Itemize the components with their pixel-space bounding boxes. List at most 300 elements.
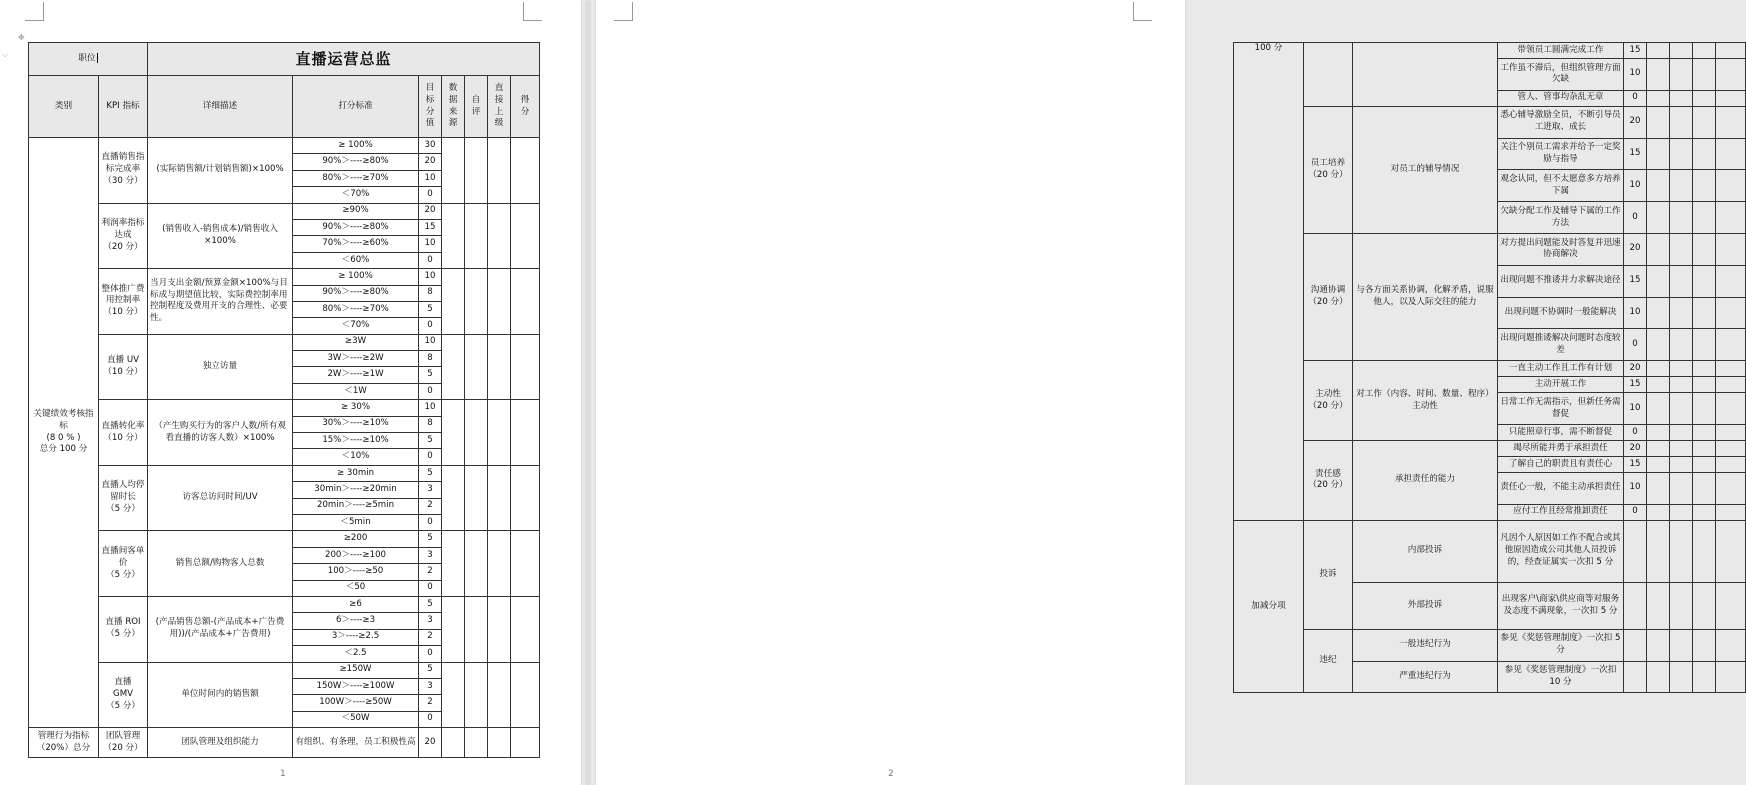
category-cell[interactable]: 管理行为指标 （20%）总分 [29,728,99,758]
scoring-standard-cell[interactable]: ＜5min [293,514,419,530]
target-score-cell[interactable]: 0 [419,187,442,203]
empty-score-cell[interactable] [1647,90,1670,106]
empty-score-cell[interactable] [1716,661,1746,693]
kpi-name-cell[interactable]: 直播 UV （10 分） [99,334,148,400]
empty-score-cell[interactable] [1647,629,1670,661]
scoring-standard-cell[interactable]: 2W＞----≥1W [293,367,419,383]
empty-score-cell[interactable] [1716,377,1746,393]
target-score-cell[interactable]: 0 [1624,329,1647,361]
empty-score-cell[interactable] [1693,377,1716,393]
category-cell[interactable]: 100 分 [1234,43,1304,521]
kpi-description-cell[interactable]: 当月支出金额/预算金额×100%与目标成与期望值比较，实际费控制率用控制程度及费用开支的合理性、必要性。 [148,269,293,335]
scoring-standard-cell[interactable]: ≥6 [293,596,419,612]
empty-score-cell[interactable] [511,531,540,597]
target-score-cell[interactable]: 8 [419,285,442,301]
target-score-cell[interactable]: 10 [419,334,442,350]
empty-score-cell[interactable] [1647,202,1670,234]
target-score-cell[interactable]: 0 [419,514,442,530]
kpi-description-cell[interactable]: 销售总额/购物客人总数 [148,531,293,597]
target-score-cell[interactable]: 3 [419,482,442,498]
empty-score-cell[interactable] [1670,504,1693,520]
scoring-standard-cell[interactable]: 工作虽不滞后，但组织管理方面欠缺 [1498,59,1624,91]
empty-score-cell[interactable] [465,465,488,531]
scoring-standard-cell[interactable]: ≥ 100% [293,138,419,154]
empty-score-cell[interactable] [511,203,540,269]
target-score-cell[interactable]: 3 [419,613,442,629]
empty-score-cell[interactable] [1670,361,1693,377]
scoring-standard-cell[interactable]: 观念认同，但不太愿意多方培养下属 [1498,170,1624,202]
scoring-standard-cell[interactable]: ≥200 [293,531,419,547]
column-header[interactable]: KPI 指标 [99,76,148,138]
kpi-description-cell[interactable]: 独立访量 [148,334,293,400]
empty-score-cell[interactable] [465,138,488,204]
empty-score-cell[interactable] [1693,629,1716,661]
empty-score-cell[interactable] [1647,440,1670,456]
kpi-name-cell[interactable] [1304,43,1353,107]
scoring-standard-cell[interactable]: ≥ 100% [293,269,419,285]
scoring-standard-cell[interactable]: 出现问题推诿解决问题时态度较差 [1498,329,1624,361]
target-score-cell[interactable]: 0 [1624,90,1647,106]
kpi-name-cell[interactable]: 员工培养 （20 分） [1304,106,1353,233]
empty-score-cell[interactable] [1716,106,1746,138]
column-header[interactable]: 数 据 来 源 [442,76,465,138]
empty-score-cell[interactable] [1693,90,1716,106]
target-score-cell[interactable]: 0 [419,580,442,596]
empty-score-cell[interactable] [1670,472,1693,504]
table-move-handle[interactable]: ✥ [18,33,25,42]
empty-score-cell[interactable] [1670,393,1693,425]
scoring-standard-cell[interactable]: 30min＞----≥20min [293,482,419,498]
empty-score-cell[interactable] [1647,43,1670,59]
scoring-standard-cell[interactable]: 关注个别员工需求并给予一定奖励与指导 [1498,138,1624,170]
empty-score-cell[interactable] [1693,202,1716,234]
scoring-standard-cell[interactable]: 了解自己的职责且有责任心 [1498,456,1624,472]
scoring-standard-cell[interactable]: ≥ 30% [293,400,419,416]
scoring-standard-cell[interactable]: 只能照章行事，需不断督促 [1498,424,1624,440]
target-score-cell[interactable]: 0 [419,318,442,334]
empty-score-cell[interactable] [1670,90,1693,106]
target-score-cell[interactable]: 0 [419,383,442,399]
kpi-description-cell[interactable]: (销售收入-销售成本)/销售收入×100% [148,203,293,269]
empty-score-cell[interactable] [1670,440,1693,456]
empty-score-cell[interactable] [1647,520,1670,582]
target-score-cell[interactable]: 2 [419,695,442,711]
scoring-standard-cell[interactable]: 出现问题不协调时一般能解决 [1498,297,1624,329]
target-score-cell[interactable]: 10 [1624,170,1647,202]
kpi-name-cell[interactable]: 直播间客单价 （5 分） [99,531,148,597]
target-score-cell[interactable]: 20 [419,203,442,219]
empty-score-cell[interactable] [488,662,511,728]
target-score-cell[interactable]: 8 [419,416,442,432]
empty-score-cell[interactable] [1716,504,1746,520]
kpi-description-cell[interactable]: 对员工的辅导情况 [1353,106,1498,233]
kpi-name-cell[interactable]: 直播转化率 （10 分） [99,400,148,466]
scoring-standard-cell[interactable]: 6＞----≥3 [293,613,419,629]
scoring-standard-cell[interactable]: 对方提出问题能及时答复并迅速协商解决 [1498,233,1624,265]
empty-score-cell[interactable] [1647,170,1670,202]
empty-score-cell[interactable] [465,334,488,400]
scoring-standard-cell[interactable]: 100＞----≥50 [293,564,419,580]
empty-score-cell[interactable] [1647,456,1670,472]
empty-score-cell[interactable] [1693,440,1716,456]
scoring-standard-cell[interactable]: ≥90% [293,203,419,219]
empty-score-cell[interactable] [1670,202,1693,234]
empty-score-cell[interactable] [1693,393,1716,425]
empty-score-cell[interactable] [1693,361,1716,377]
empty-score-cell[interactable] [1716,393,1746,425]
empty-score-cell[interactable] [442,203,465,269]
empty-score-cell[interactable] [1716,138,1746,170]
empty-score-cell[interactable] [1647,361,1670,377]
target-score-cell[interactable]: 3 [419,547,442,563]
target-score-cell[interactable]: 0 [419,252,442,268]
target-score-cell[interactable]: 20 [1624,233,1647,265]
empty-score-cell[interactable] [1716,170,1746,202]
scoring-standard-cell[interactable]: ≥150W [293,662,419,678]
empty-score-cell[interactable] [511,334,540,400]
scoring-standard-cell[interactable]: 应付工作且经常推卸责任 [1498,504,1624,520]
target-score-cell[interactable]: 2 [419,629,442,645]
empty-score-cell[interactable] [488,596,511,662]
kpi-description-cell[interactable]: 严重违纪行为 [1353,661,1498,693]
kpi-description-cell[interactable]: 承担责任的能力 [1353,440,1498,520]
scoring-standard-cell[interactable]: 参见《奖惩管理制度》一次扣 5 分 [1498,629,1624,661]
kpi-description-cell[interactable]: 对工作（内容、时间、数量、程序）主动性 [1353,361,1498,441]
scoring-standard-cell[interactable]: 主动开展工作 [1498,377,1624,393]
empty-score-cell[interactable] [1647,377,1670,393]
page-divider[interactable] [585,0,591,785]
kpi-name-cell[interactable]: 直播 ROI （5 分） [99,596,148,662]
empty-score-cell[interactable] [1647,472,1670,504]
empty-score-cell[interactable] [1624,629,1647,661]
empty-score-cell[interactable] [1670,233,1693,265]
empty-score-cell[interactable] [1693,170,1716,202]
chevron-down-icon[interactable]: ⌵ [2,50,9,59]
empty-score-cell[interactable] [1716,440,1746,456]
empty-score-cell[interactable] [442,465,465,531]
empty-score-cell[interactable] [511,269,540,335]
empty-score-cell[interactable] [1647,297,1670,329]
empty-score-cell[interactable] [1647,59,1670,91]
empty-score-cell[interactable] [1670,329,1693,361]
scoring-standard-cell[interactable]: 15%＞----≥10% [293,433,419,449]
column-header[interactable]: 详细描述 [148,76,293,138]
empty-score-cell[interactable] [488,269,511,335]
empty-score-cell[interactable] [488,728,511,758]
scoring-standard-cell[interactable]: ＜70% [293,318,419,334]
scoring-standard-cell[interactable]: ≥ 30min [293,465,419,481]
empty-score-cell[interactable] [465,662,488,728]
scoring-standard-cell[interactable]: 有组织、有条理，员工积极性高 [293,728,419,758]
empty-score-cell[interactable] [1647,106,1670,138]
scoring-standard-cell[interactable]: ＜2.5 [293,646,419,662]
kpi-name-cell[interactable]: 整体推广费用控制率 （10 分） [99,269,148,335]
target-score-cell[interactable]: 15 [419,219,442,235]
target-score-cell[interactable]: 20 [419,728,442,758]
target-score-cell[interactable]: 10 [1624,393,1647,425]
empty-score-cell[interactable] [1647,138,1670,170]
column-header[interactable]: 打分标准 [293,76,419,138]
kpi-description-cell[interactable]: 访客总访问时间/UV [148,465,293,531]
empty-score-cell[interactable] [1670,138,1693,170]
scoring-standard-cell[interactable]: 竭尽所能并勇于承担责任 [1498,440,1624,456]
kpi-name-cell[interactable]: 投诉 [1304,520,1353,629]
empty-score-cell[interactable] [1670,377,1693,393]
empty-score-cell[interactable] [1670,424,1693,440]
empty-score-cell[interactable] [1693,106,1716,138]
kpi-description-cell[interactable]: 一般违纪行为 [1353,629,1498,661]
empty-score-cell[interactable] [1670,582,1693,629]
empty-score-cell[interactable] [1693,138,1716,170]
kpi-description-cell[interactable]: 单位时间内的销售额 [148,662,293,728]
scoring-standard-cell[interactable]: 欠缺分配工作及辅导下属的工作方法 [1498,202,1624,234]
target-score-cell[interactable]: 15 [1624,138,1647,170]
empty-score-cell[interactable] [1693,472,1716,504]
empty-score-cell[interactable] [1647,504,1670,520]
target-score-cell[interactable]: 10 [419,269,442,285]
scoring-standard-cell[interactable]: 90%＞----≥80% [293,154,419,170]
kpi-description-cell[interactable]: （产生购买行为的客户人数/所有观看直播的访客人数）×100% [148,400,293,466]
empty-score-cell[interactable] [1693,504,1716,520]
column-header[interactable]: 类别 [29,76,99,138]
empty-score-cell[interactable] [1716,520,1746,582]
empty-score-cell[interactable] [488,465,511,531]
target-score-cell[interactable]: 3 [419,678,442,694]
scoring-standard-cell[interactable]: 3W＞----≥2W [293,351,419,367]
empty-score-cell[interactable] [1670,661,1693,693]
empty-score-cell[interactable] [1670,170,1693,202]
empty-score-cell[interactable] [511,728,540,758]
empty-score-cell[interactable] [1693,456,1716,472]
scoring-standard-cell[interactable]: 出现客户\商家\供应商等对服务及态度不满现象，一次扣 5 分 [1498,582,1624,629]
scoring-standard-cell[interactable]: 出现问题不推诿并力求解决途径 [1498,265,1624,297]
empty-score-cell[interactable] [1670,265,1693,297]
empty-score-cell[interactable] [442,334,465,400]
empty-score-cell[interactable] [1716,582,1746,629]
empty-score-cell[interactable] [511,138,540,204]
empty-score-cell[interactable] [1647,393,1670,425]
empty-score-cell[interactable] [465,596,488,662]
kpi-description-cell[interactable]: (产品销售总额-(产品成本+广告费用))/(产品成本+广告费用) [148,596,293,662]
empty-score-cell[interactable] [1670,629,1693,661]
empty-score-cell[interactable] [442,596,465,662]
empty-score-cell[interactable] [1647,329,1670,361]
target-score-cell[interactable]: 0 [419,449,442,465]
target-score-cell[interactable]: 5 [419,301,442,317]
empty-score-cell[interactable] [465,531,488,597]
category-cell[interactable]: 关键绩效考核指标 (8 0 % ) 总分 100 分 [29,138,99,728]
empty-score-cell[interactable] [488,334,511,400]
empty-score-cell[interactable] [1716,424,1746,440]
empty-score-cell[interactable] [1624,582,1647,629]
target-score-cell[interactable]: 10 [1624,297,1647,329]
kpi-name-cell[interactable]: 责任感 （20 分） [1304,440,1353,520]
scoring-standard-cell[interactable]: 200＞----≥100 [293,547,419,563]
empty-score-cell[interactable] [1716,59,1746,91]
scoring-standard-cell[interactable]: 70%＞----≥60% [293,236,419,252]
scoring-standard-cell[interactable]: 3＞----≥2.5 [293,629,419,645]
scoring-standard-cell[interactable]: ＜50W [293,711,419,727]
scoring-standard-cell[interactable]: ＜50 [293,580,419,596]
target-score-cell[interactable]: 5 [419,662,442,678]
empty-score-cell[interactable] [511,596,540,662]
empty-score-cell[interactable] [442,269,465,335]
empty-score-cell[interactable] [442,662,465,728]
empty-score-cell[interactable] [1693,297,1716,329]
empty-score-cell[interactable] [465,400,488,466]
target-score-cell[interactable]: 0 [419,646,442,662]
empty-score-cell[interactable] [1670,456,1693,472]
target-score-cell[interactable]: 5 [419,465,442,481]
scoring-standard-cell[interactable]: 90%＞----≥80% [293,219,419,235]
empty-score-cell[interactable] [488,203,511,269]
target-score-cell[interactable]: 15 [1624,377,1647,393]
empty-score-cell[interactable] [1716,265,1746,297]
target-score-cell[interactable]: 0 [1624,504,1647,520]
empty-score-cell[interactable] [511,400,540,466]
empty-score-cell[interactable] [1693,661,1716,693]
kpi-description-cell[interactable] [1353,43,1498,107]
kpi-name-cell[interactable]: 沟通协调 （20 分） [1304,233,1353,360]
empty-score-cell[interactable] [1670,520,1693,582]
empty-score-cell[interactable] [1716,456,1746,472]
empty-score-cell[interactable] [442,138,465,204]
scoring-standard-cell[interactable]: 一直主动工作且工作有计划 [1498,361,1624,377]
target-score-cell[interactable]: 20 [1624,106,1647,138]
empty-score-cell[interactable] [1693,265,1716,297]
target-score-cell[interactable]: 15 [1624,43,1647,59]
empty-score-cell[interactable] [1670,59,1693,91]
empty-score-cell[interactable] [465,269,488,335]
empty-score-cell[interactable] [511,465,540,531]
target-score-cell[interactable]: 10 [419,400,442,416]
empty-score-cell[interactable] [1693,233,1716,265]
empty-score-cell[interactable] [1647,424,1670,440]
empty-score-cell[interactable] [1670,43,1693,59]
scoring-standard-cell[interactable]: ＜10% [293,449,419,465]
target-score-cell[interactable]: 10 [419,236,442,252]
scoring-standard-cell[interactable]: ＜70% [293,187,419,203]
target-score-cell[interactable]: 0 [419,711,442,727]
empty-score-cell[interactable] [1716,361,1746,377]
target-score-cell[interactable]: 10 [1624,59,1647,91]
target-score-cell[interactable]: 5 [419,596,442,612]
scoring-standard-cell[interactable]: 90%＞----≥80% [293,285,419,301]
target-score-cell[interactable]: 5 [419,367,442,383]
column-header[interactable]: 直 接 上 级 [488,76,511,138]
kpi-description-cell[interactable]: 外部投诉 [1353,582,1498,629]
empty-score-cell[interactable] [1693,424,1716,440]
empty-score-cell[interactable] [1716,472,1746,504]
empty-score-cell[interactable] [465,728,488,758]
empty-score-cell[interactable] [488,400,511,466]
empty-score-cell[interactable] [1716,233,1746,265]
kpi-name-cell[interactable]: 直播销售指标完成率 （30 分） [99,138,148,204]
scoring-standard-cell[interactable]: 带领员工圆满完成工作 [1498,43,1624,59]
kpi-description-cell[interactable]: (实际销售额/计划销售额)×100% [148,138,293,204]
scoring-standard-cell[interactable]: 管人、管事均杂乱无章 [1498,90,1624,106]
empty-score-cell[interactable] [1647,233,1670,265]
scoring-standard-cell[interactable]: 日常工作无需指示，但新任务需督促 [1498,393,1624,425]
empty-score-cell[interactable] [1693,59,1716,91]
target-score-cell[interactable]: 15 [1624,456,1647,472]
target-score-cell[interactable]: 20 [1624,440,1647,456]
scoring-standard-cell[interactable]: ＜1W [293,383,419,399]
empty-score-cell[interactable] [488,531,511,597]
empty-score-cell[interactable] [1716,202,1746,234]
kpi-name-cell[interactable]: 直播 GMV （5 分） [99,662,148,728]
column-header[interactable]: 自 评 [465,76,488,138]
scoring-standard-cell[interactable]: 责任心一般，不能主动承担责任 [1498,472,1624,504]
scoring-standard-cell[interactable]: 80%＞----≥70% [293,301,419,317]
kpi-description-cell[interactable]: 与各方面关系协调，化解矛盾，说服他人，以及人际交往的能力 [1353,233,1498,360]
empty-score-cell[interactable] [442,728,465,758]
kpi-name-cell[interactable]: 利润率指标达成 （20 分） [99,203,148,269]
column-header[interactable]: 目 标 分 值 [419,76,442,138]
empty-score-cell[interactable] [1647,661,1670,693]
empty-score-cell[interactable] [1693,520,1716,582]
empty-score-cell[interactable] [1716,629,1746,661]
scoring-standard-cell[interactable]: 20min＞----≥5min [293,498,419,514]
position-label-cell[interactable]: 职位 [29,43,148,76]
empty-score-cell[interactable] [442,400,465,466]
category-cell[interactable]: 加减分项 [1234,520,1304,693]
kpi-description-cell[interactable]: 团队管理及组织能力 [148,728,293,758]
empty-score-cell[interactable] [1716,90,1746,106]
scoring-standard-cell[interactable]: 30%＞----≥10% [293,416,419,432]
target-score-cell[interactable]: 0 [1624,202,1647,234]
target-score-cell[interactable]: 0 [1624,424,1647,440]
target-score-cell[interactable]: 8 [419,351,442,367]
kpi-name-cell[interactable]: 团队管理 （20 分） [99,728,148,758]
kpi-description-cell[interactable]: 内部投诉 [1353,520,1498,582]
empty-score-cell[interactable] [1693,43,1716,59]
kpi-name-cell[interactable]: 直播人均停留时长 （5 分） [99,465,148,531]
target-score-cell[interactable]: 20 [419,154,442,170]
scoring-standard-cell[interactable]: 100W＞----≥50W [293,695,419,711]
empty-score-cell[interactable] [1716,43,1746,59]
empty-score-cell[interactable] [1624,520,1647,582]
empty-score-cell[interactable] [465,203,488,269]
empty-score-cell[interactable] [1670,297,1693,329]
scoring-standard-cell[interactable]: 参见《奖惩管理制度》一次扣 10 分 [1498,661,1624,693]
kpi-name-cell[interactable]: 主动性 （20 分） [1304,361,1353,441]
empty-score-cell[interactable] [1624,661,1647,693]
empty-score-cell[interactable] [1647,265,1670,297]
target-score-cell[interactable]: 2 [419,498,442,514]
target-score-cell[interactable]: 5 [419,531,442,547]
target-score-cell[interactable]: 15 [1624,265,1647,297]
scoring-standard-cell[interactable]: ≥3W [293,334,419,350]
target-score-cell[interactable]: 10 [1624,472,1647,504]
target-score-cell[interactable]: 20 [1624,361,1647,377]
scoring-standard-cell[interactable]: 凡因个人原因如工作不配合或其他原因造成公司其他人员投诉的，经查证属实一次扣 5 分 [1498,520,1624,582]
kpi-name-cell[interactable]: 违纪 [1304,629,1353,693]
target-score-cell[interactable]: 5 [419,433,442,449]
empty-score-cell[interactable] [1670,106,1693,138]
column-header[interactable]: 得 分 [511,76,540,138]
empty-score-cell[interactable] [1716,297,1746,329]
scoring-standard-cell[interactable]: 80%＞----≥70% [293,170,419,186]
scoring-standard-cell[interactable]: 150W＞----≥100W [293,678,419,694]
empty-score-cell[interactable] [1693,329,1716,361]
scoring-standard-cell[interactable]: ＜60% [293,252,419,268]
empty-score-cell[interactable] [1647,582,1670,629]
target-score-cell[interactable]: 2 [419,564,442,580]
target-score-cell[interactable]: 10 [419,170,442,186]
target-score-cell[interactable]: 30 [419,138,442,154]
empty-score-cell[interactable] [442,531,465,597]
